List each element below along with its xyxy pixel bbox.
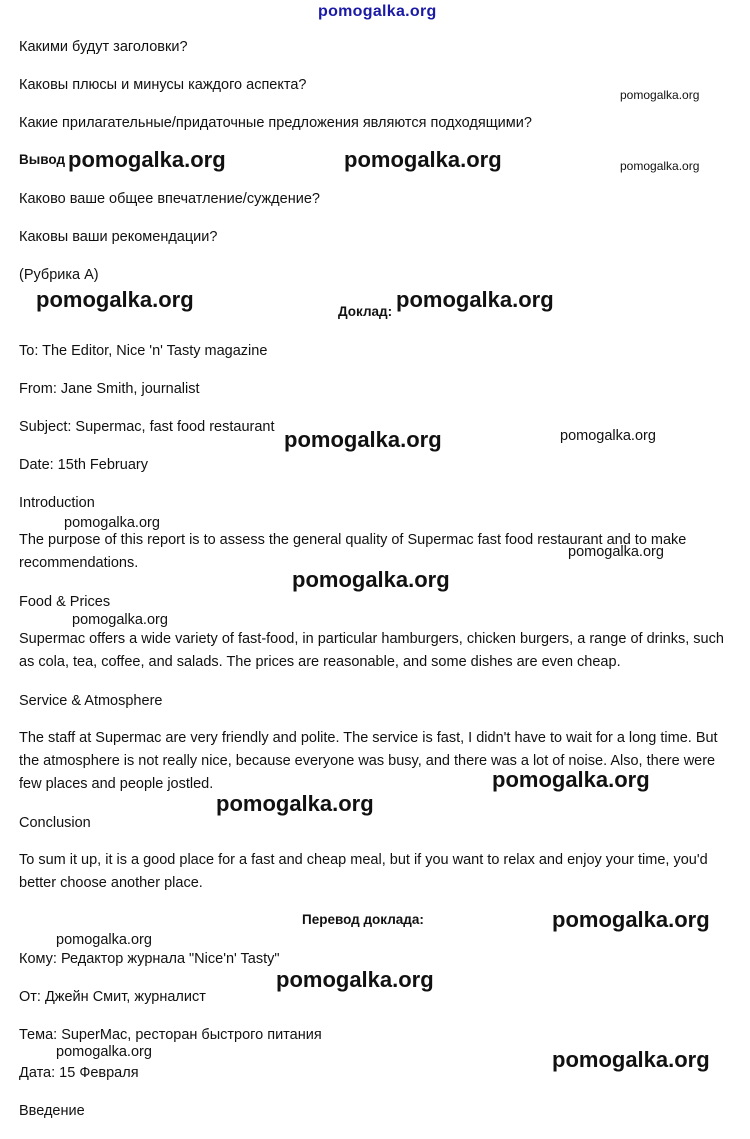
watermark: pomogalka.org — [72, 612, 168, 628]
watermark: pomogalka.org — [552, 907, 710, 932]
watermark: pomogalka.org — [620, 159, 700, 173]
site-watermark: pomogalka.org — [318, 3, 437, 20]
service-paragraph: The staff at Supermac are very friendly and polite. The service is fast, I didn't have to wait for a long time. But the atmosphere is not really nice, because everyone was busy, and there was a lot of noise. Also, there were few places and people jostled. — [19, 730, 718, 792]
watermark: pomogalka.org — [552, 1047, 710, 1072]
report-to: To: The Editor, Nice 'n' Tasty magazine — [19, 343, 268, 359]
watermark: pomogalka.org — [568, 544, 664, 560]
rubric-label: (Рубрика А) — [19, 267, 99, 283]
food-paragraph: Supermac offers a wide variety of fast-food, in particular hamburgers, chicken burgers, a range of drinks, such as cola, tea, coffee, and salads. The prices are reasonable, and some dishes are even cheap. — [19, 631, 724, 670]
intro-heading: Introduction — [19, 495, 95, 511]
intro-paragraph: The purpose of this report is to assess the general quality of Supermac fast food restaurant and to make recommendations. — [19, 532, 687, 571]
conclusion-heading: Conclusion — [19, 815, 91, 831]
report-heading: Доклад: — [338, 304, 393, 319]
translation-to: Кому: Редактор журнала "Nice'n' Tasty" — [19, 951, 280, 967]
report-from: From: Jane Smith, journalist — [19, 381, 200, 397]
watermark: pomogalka.org — [396, 287, 554, 312]
translation-subject: Тема: SuperMac, ресторан быстрого питания — [19, 1027, 322, 1043]
question-headings: Какими будут заголовки? — [19, 39, 188, 55]
report-date: Date: 15th February — [19, 457, 148, 473]
watermark: pomogalka.org — [560, 428, 656, 444]
watermark: pomogalka.org — [276, 967, 434, 992]
question-recommendations: Каковы ваши рекомендации? — [19, 229, 218, 245]
question-adjectives: Какие прилагательные/придаточные предложения являются подходящими? — [19, 115, 532, 131]
watermark: pomogalka.org — [492, 767, 650, 792]
question-pros-cons: Каковы плюсы и минусы каждого аспекта? — [19, 77, 307, 93]
service-heading: Service & Atmosphere — [19, 693, 163, 709]
watermark: pomogalka.org — [216, 791, 374, 816]
report-subject: Subject: Supermac, fast food restaurant — [19, 419, 275, 435]
watermark: pomogalka.org — [620, 88, 700, 102]
question-impression: Каково ваше общее впечатление/суждение? — [19, 191, 320, 207]
translation-from: От: Джейн Смит, журналист — [19, 989, 206, 1005]
translation-intro-heading: Введение — [19, 1103, 85, 1119]
watermark: pomogalka.org — [64, 515, 160, 531]
translation-date: Дата: 15 Февраля — [19, 1065, 139, 1081]
food-heading: Food & Prices — [19, 594, 111, 610]
watermark: pomogalka.org — [344, 147, 502, 172]
watermark: pomogalka.org — [68, 147, 226, 172]
watermark: pomogalka.org — [56, 1044, 152, 1060]
conclusion-paragraph: To sum it up, it is a good place for a fast and cheap meal, but if you want to relax and enjoy your time, you'd better choose another place. — [19, 852, 708, 891]
watermark: pomogalka.org — [56, 932, 152, 948]
watermark: pomogalka.org — [36, 287, 194, 312]
watermark: pomogalka.org — [284, 427, 442, 452]
conclusion-heading-ru: Вывод — [19, 152, 66, 167]
translation-heading: Перевод доклада: — [302, 912, 424, 927]
watermark: pomogalka.org — [292, 567, 450, 592]
